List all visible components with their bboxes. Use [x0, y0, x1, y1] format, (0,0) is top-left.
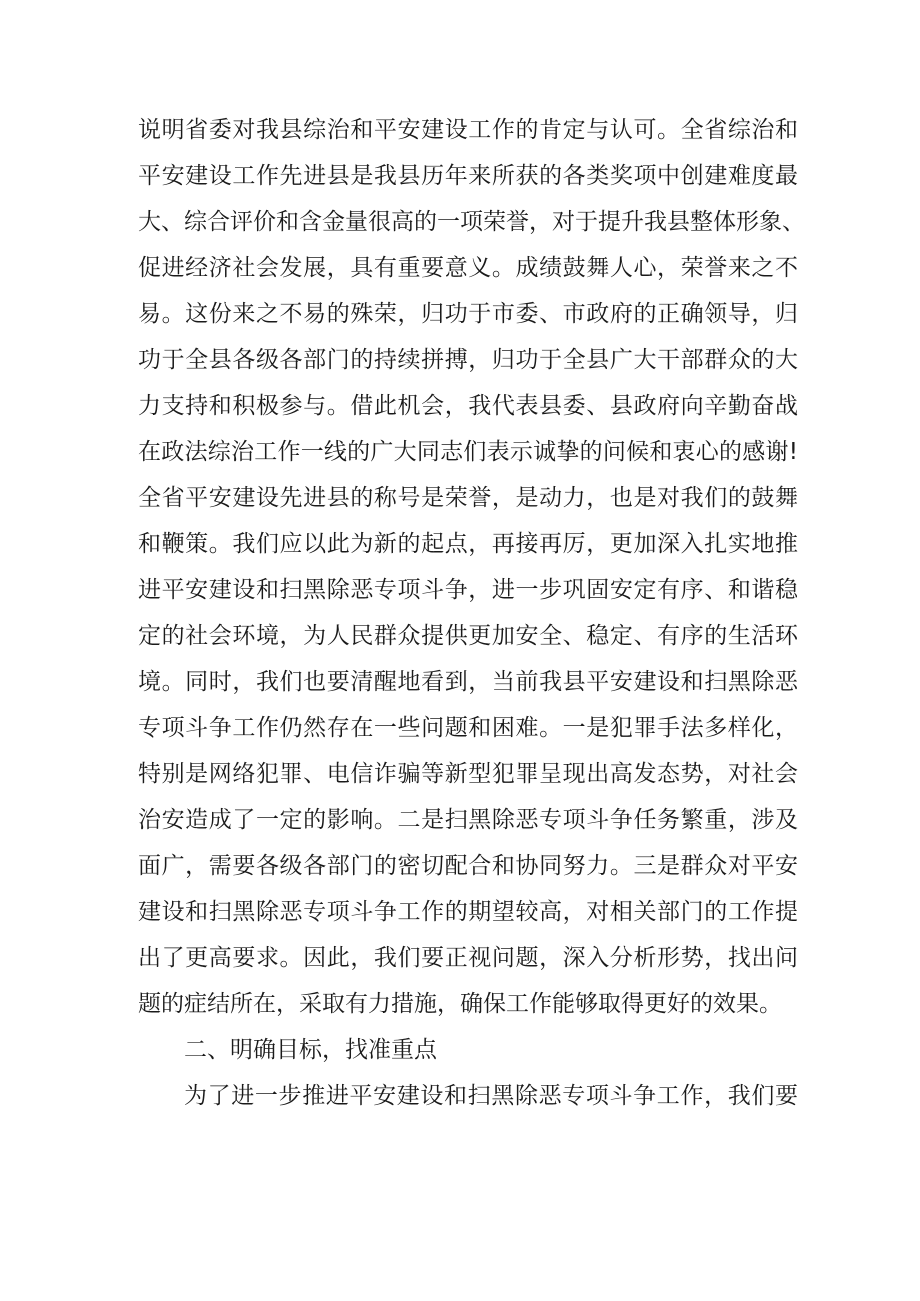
section-heading: 二、明确目标，找准重点 [184, 1037, 437, 1063]
body-text-line: 大、综合评价和含金量很高的一项荣誉，对于提升我县整体形象、 [138, 209, 805, 235]
body-text-line: 说明省委对我县综治和平安建设工作的肯定与认可。全省综治和 [138, 117, 798, 143]
body-text-line: 治安造成了一定的影响。二是扫黑除恶专项斗争任务繁重，涉及 [138, 807, 798, 833]
body-text-line: 定的社会环境，为人民群众提供更加安全、稳定、有序的生活环 [138, 623, 798, 649]
body-text-line: 全省平安建设先进县的称号是荣誉，是动力，也是对我们的鼓舞 [138, 485, 798, 511]
body-text-line: 平安建设工作先进县是我县历年来所获的各类奖项中创建难度最 [138, 163, 798, 189]
body-text-line: 进平安建设和扫黑除恶专项斗争，进一步巩固安定有序、和谐稳 [138, 577, 798, 603]
body-text-line: 境。同时，我们也要清醒地看到，当前我县平安建设和扫黑除恶 [138, 669, 798, 695]
body-text-line: 为了进一步推进平安建设和扫黑除恶专项斗争工作，我们要 [184, 1083, 798, 1109]
body-text-line: 力支持和积极参与。借此机会，我代表县委、县政府向辛勤奋战 [138, 393, 798, 419]
body-text-line: 特别是网络犯罪、电信诈骗等新型犯罪呈现出高发态势，对社会 [138, 761, 798, 787]
body-text-line: 出了更高要求。因此，我们要正视问题，深入分析形势，找出问 [138, 945, 798, 971]
body-text-line: 功于全县各级各部门的持续拼搏，归功于全县广大干部群众的大 [138, 347, 798, 373]
body-text-line: 促进经济社会发展，具有重要意义。成绩鼓舞人心，荣誉来之不 [138, 255, 798, 281]
body-text-line: 在政法综治工作一线的广大同志们表示诚挚的问候和衷心的感谢! [138, 439, 798, 465]
body-text-line: 建设和扫黑除恶专项斗争工作的期望较高，对相关部门的工作提 [138, 899, 798, 925]
body-text-line: 和鞭策。我们应以此为新的起点，再接再厉，更加深入扎实地推 [138, 531, 798, 557]
body-text-line: 专项斗争工作仍然存在一些问题和困难。一是犯罪手法多样化， [138, 715, 798, 741]
body-text-line: 易。这份来之不易的殊荣，归功于市委、市政府的正确领导，归 [138, 301, 798, 327]
body-text-line: 面广，需要各级各部门的密切配合和协同努力。三是群众对平安 [138, 853, 798, 879]
body-text-line: 题的症结所在，采取有力措施，确保工作能够取得更好的效果。 [138, 991, 782, 1017]
